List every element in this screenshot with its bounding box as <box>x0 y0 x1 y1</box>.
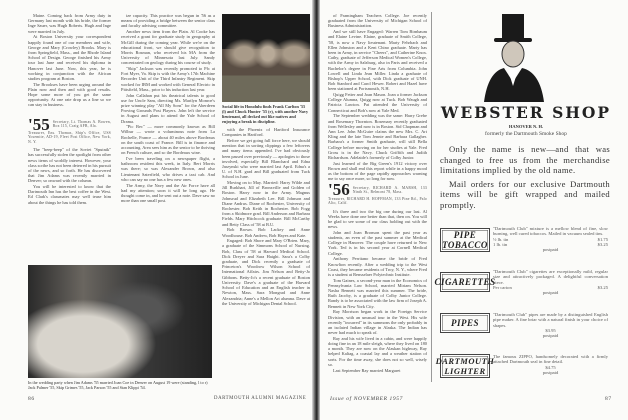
paragraph: It's three and two the big one during our last. Al Weeks have done one better than that, then on. You will be glad to see some of our class holding out with the news. <box>328 208 427 230</box>
page-number: 87 <box>605 396 612 402</box>
postpaid-note: postpaid <box>542 333 559 339</box>
paragraph: Before we get going full force here, we should mention that in sorting clippings a few leftovers and many items appended. I've had obviously been passed over previously — apologies to those involved, especially Bill Blanchard and Edna Jarzynski who were married last April. Edna's a U. of N.H. grad and Bill graduated from Tuck School in June. <box>222 137 310 180</box>
paragraph: Just learned of the Big Green's 1912 victory over Brown and shall end this report while in a happy mood as the bottom of the page rapidly approaches warning me to say once more, so long for now. <box>328 160 427 182</box>
paragraph: John Callahan put his theatrical talents to good use for Uncle Sam, directing Ms. Marilyn Monroe's prize winning play "All My Sons" for the Aberdeen Proving Grounds Post Players. John left the service in August and plans to attend the Yale School of Drama. <box>121 92 215 124</box>
daniel-webster-portrait-icon <box>480 12 548 102</box>
honolulu-photo <box>222 14 310 102</box>
paragraph: I've been traveling on a newspaper flight, a bathroom resident this week, in Italy. Bert Morris was there; so was Alexander Brown, and also Lieutenant Saterfield, who drives a taxi cab. And who can say no one has a few new ones. <box>121 155 215 182</box>
wedding-photo <box>28 265 212 378</box>
paragraph: Bob Brown. Bob Lackey and Anne Woodhouse. Bob Andrew, Bob Hayes and Kate. <box>222 227 310 238</box>
paragraph: Maine. Coming back from Army duty in Germany last month with his bride, the former Inge Sauer, was Hugh Roberts. Hugh and Inge were married in July. <box>28 13 111 34</box>
product-text: "Dartmouth Club" mixture is a mellow blend of fine, slow burning, well cured tobaccos. Mailed in vacuum sealed tins. <box>493 226 608 237</box>
paragraph: John and Joan Bronson spent the past year as students, an even of the past summer at the Medical College in Hanover. The couple have returned to New York. Ted is in his second year at Cornell Medical College. <box>328 229 427 256</box>
product-text: "Dartmouth Club" pipes are made by a distinguished English pipe maker. A fine briar with a natural finish in your choice of shapes. <box>493 312 608 328</box>
price: $4.75 <box>545 364 556 370</box>
paragraph: At Boston University your correspondent happily found one of our members and wife, George and Mary (Crowley) Brooks. Mary is from Springfield, Mass., and the Rhode Island School of Design. George finished his Army tour last June and received his diploma in Hanover last June. Now, this year, he is working in conjunction with the African studies program at Boston. <box>28 34 111 81</box>
lighter-description <box>493 354 608 375</box>
paragraph: of Framingham Teachers College. Joe recently graduated from the University of Michigan School of Business Administration. <box>328 13 427 29</box>
paragraph: Anthony Perritano became the bride of Fred Knowlton recently. After a wedding trip to the West Coast, they became residents of Troy, N. Y., where Fred is a student at Rensselaer Polytechnic Institute. <box>328 256 427 277</box>
page-gutter <box>312 0 320 420</box>
price-item: Per carton <box>493 284 512 290</box>
price-item: 1 lb. tin <box>493 241 508 247</box>
paragraph: You will be interested to know that the Dartmouth Inn has the best coffee in the West. Ed Clark's classmates may well tease him about the things he has told them. <box>28 184 111 205</box>
price: $3.25 <box>597 241 608 247</box>
right-column-1 <box>328 13 427 383</box>
pipe-tobacco-label: PIPE TOBACCO <box>440 228 490 252</box>
shop-location: HANOVER N. H. <box>508 124 544 129</box>
intro-paragraph: Mail orders for our exclusive Dartmouth items will be gift wrapped and mailed promptly. <box>440 178 610 210</box>
column-divider <box>431 12 432 382</box>
class-secretary: Secretary, Lt. Thomas A. Bowen, Box 115, Craig AFB, Ala. <box>52 119 111 129</box>
photo-caption: Social life in Honolulu finds Frank Carlton '55 (l) and Chuck Hunter '55 (r), with another Navy lieutenant, all decked out like natives and enjoying a break in discipline. <box>222 104 309 124</box>
postpaid-note: postpaid <box>542 247 559 253</box>
magazine-footer: DARTMOUTH ALUMNI MAGAZINE <box>214 396 307 401</box>
issue-footer: Issue of NOVEMBER 1957 <box>330 396 403 402</box>
paragraph: "Pic Bec" — more commonly known as Bill Wilbur — wrote a voluminous note from La Rochelle, France — about 40 miles above Bordeaux on the south coast of France. Bill is in finance and accounting. Area sees him as the senior to be thriving on French culture, and so the Bordeaux wine. <box>121 124 215 156</box>
paragraph: with the Phoenix of Hartford Insurance Companies in Hartford. <box>222 127 310 138</box>
paragraph: Moving on to May. Married: Harry Wilde and Jill Burkhart, Jill of Bronxville and Golden of Boston. Harry now in the Army. Magnus Johnsrud and Elizabeth Lee. Bill Johnson and Diane Andrus. Diane of Rochester, University of Rochester. Bob Keith in Rochester. Bob Fogg from a Skidmore grad. Bill Anderson and Barbara Fields. Mary Hitchcock graduate. Bill McCarthy and Betty Class of '58 at B.U. <box>222 180 310 227</box>
left-column-2 <box>121 13 215 263</box>
class-year: '55 <box>28 114 50 134</box>
postpaid-note: postpaid <box>542 369 559 375</box>
paragraph: The Brookses have been urging around the Plain now and then and with good results. Hope some more of you get the same opportunity. At one rate drop us a line so we can stay in business. <box>28 81 111 108</box>
class-secretary: Secretary, RICHARD A. MARSH, 133 Ninth St., Belmont 78, Mass. <box>352 185 427 194</box>
paragraph: ize capacity. This practice was begun in '56 as a means of providing a bridge between the senior class and faculty advising committee. <box>121 13 215 29</box>
price: $1.75 <box>597 236 608 242</box>
paragraph: The September wedding was the same: Harry Grebe and Rosemary Thornton. Rosemary recently graduated from Wellesley and now is in Boston. Sid Chapman and Ann Lee. John McGuire claims the new Mrs. C. Art Kling and the late Tom Jennie and Barbara Gallagher. Barbara's a former Smith graduate, will still Bella College before moving on for her studies at Yale. Fred Gross is in the Navy. Chuck Griffith and Judith Richardson. Adelaide's formerly of Colby Junior. <box>328 113 427 160</box>
class-1955-header <box>28 114 111 134</box>
class-treasurer: Treasurer, Ens. Thomas, Ship's Office, USS Yosemite, AD-19, Fleet Post Office, New York, N. Y. <box>28 130 111 144</box>
product-text: "Dartmouth Club" cigarettes are exceptionally mild, regular size and attractively packaged. A delightful conversation piece. <box>493 269 608 285</box>
cigarettes-description <box>493 269 608 295</box>
price: $3.25 <box>597 284 608 290</box>
cigarettes-label: CIGARETTES <box>440 272 490 292</box>
paragraph: Ray Morrison began work in the Foreign Service Division, with an unusual tour in the West. His wife recently "incurred" in its summons the only probably in an isolated Indian village in Alaska. The Indian has never had much to speak of. <box>328 309 427 336</box>
class-treasurer: Treasurer, RICHARD H. HOFFMAN, 133 Pine Rd., Palo Alto, Calif. <box>328 196 427 205</box>
pipes-label: PIPES <box>440 313 490 333</box>
right-page <box>320 0 628 420</box>
paragraph: Quigg Fetter and Joan Mason. Joan a former Jackson College Alumna, Quigg now at Tuck. Bob Waugh and Patricia Lawton. Pat attended the University of Connecticut and Bob's now at Yale Med. <box>328 92 427 113</box>
paragraph: Last September Ray married Margaret <box>333 367 401 373</box>
price-item: ½ lb. tin <box>493 236 509 242</box>
paragraph: The "beep-beep" of the Soviet "Sputnik" has successfully stolen the spotlight from other news items of worldly interest. However, your class scribe has not been deterred in his pursuit of the news, and so forth. He has discovered that Jim Adams was recently married in Denver; so onward with the column. <box>28 147 111 184</box>
class-1956-header <box>328 180 427 200</box>
paragraph: Another news item from the Plain. Al Cooke has received a grant for graduate study in geography at McGill during the coming year. While we're on the educational front, we should give recognition to Morris Rosman, who received his MA from the University of Minnesota last July. Sandy concentrated on geology during his course of study. <box>121 29 215 66</box>
paragraph: Engaged: Bob Shore and Mary O'Brien. Mary, a graduate of the Simmons School of Nursing. Bob, Class of '58 at Harvard Medical School. Dick Dreyer and Sara Haight. Sara's a Colby graduate, and Dick recently a graduate of Princeton's Woodrow Wilson School of International Affairs. Jim Nelson and Betty-Jo Gibbons. Betty-Jo's a recent graduate of Boston University. Dave's a graduate of the Harvard School of Education and an English teacher in Newton, Mass. Sara Mongrad and Anne Alexandria; Anne's a Mellon Art alumna. Dave at the University of Michigan Dental School. <box>222 238 310 306</box>
left-column-3 <box>222 127 310 389</box>
paragraph: Tom Gaines, a second-year man in the Economics of Pennsylvania Law School, married Miriam Nelson. Nasha Bennett was married this summer. The bride, Ruth Jacoby, is a graduate of Colby Junior College. Randy is to be associated with the law firm of Joseph A. Bennett in New York City. <box>328 277 427 309</box>
ad-intro <box>440 144 610 210</box>
intro-paragraph: Only the name is new—and that was changed to free us from the merchandise limitations implied by the old name. <box>440 144 610 175</box>
pipes-description <box>493 312 608 338</box>
paragraph: Ray and his wife lived in a cabin, and were happily doing fine in an 18 mile sleigh, where they lived on 180 a month. They are now on the Alaskan highway, Ray helped Kaltag, a coastal lay and a weather station of sorts. For the time away, she does not so well, wisely so. <box>328 335 427 367</box>
shop-formerly: formerly the Dartmouth Smoke Shop <box>485 131 567 137</box>
dartmouth-lighter-label: DARTMOUTH LIGHTER <box>435 356 495 376</box>
pipe-tobacco-description <box>493 226 608 252</box>
paragraph: And we still have Engaged: Warren Tom Birnbaum and Elaine Levine. Elaine, graduate of Smith College, '58, is now a Navy lieutenant. Marty Fehrbach and Ellen Johnston and a Kent Chino graduate. Marty has been in Army, in service "Cheers", and Catherine Knox. Cathy, graduate of Jefferson Medical Women's College, with the Army in Salzburg, also in Paris and received a Bachelor's degree in Fine Arts from Columbia. John Lowell and Linda Jean Miller. Linda a graduate of Bishop's Upper School, with Dick graduate of UNH. Bob Stanford and Carol Hewer. Robert and Hazel have been stationed at Portsmouth, N.H. <box>328 29 427 92</box>
product-text: The famous ZIPPO, handsomely decorated with a firmly attached Dartmouth seal in fine detail. <box>493 354 608 365</box>
postpaid-note: postpaid <box>542 290 559 296</box>
shop-title: WEBSTER SHOP <box>440 103 612 122</box>
page-number: 86 <box>28 396 35 402</box>
photo-caption: In the wedding party when Jim Adams '55 married Joan Coe in Denver on August 19 were (standing, l to r) Jack Palmer '55, Skip Grimes '55, Jack Parson '55 and Stan Klippi '54. <box>28 380 208 390</box>
class-year: '56 <box>328 180 350 200</box>
price: $3.95 <box>545 327 556 333</box>
paragraph: "Skip" Jackson was recently promoted to Pfc at Fort Myer, Va. Skip is with the Army's 17th Machine Recorder Unit of the Third Infantry Regiment. Skip worked for IBM and worked with General Electric in Pittsfield, Mass., prior to his induction last year. <box>121 66 215 92</box>
paragraph: The Army, the Navy and the Air Force have all had my attention; soon it will be long ago. He thought come in, and he sent out a note. Dave saw no more than one small post. <box>121 182 215 204</box>
